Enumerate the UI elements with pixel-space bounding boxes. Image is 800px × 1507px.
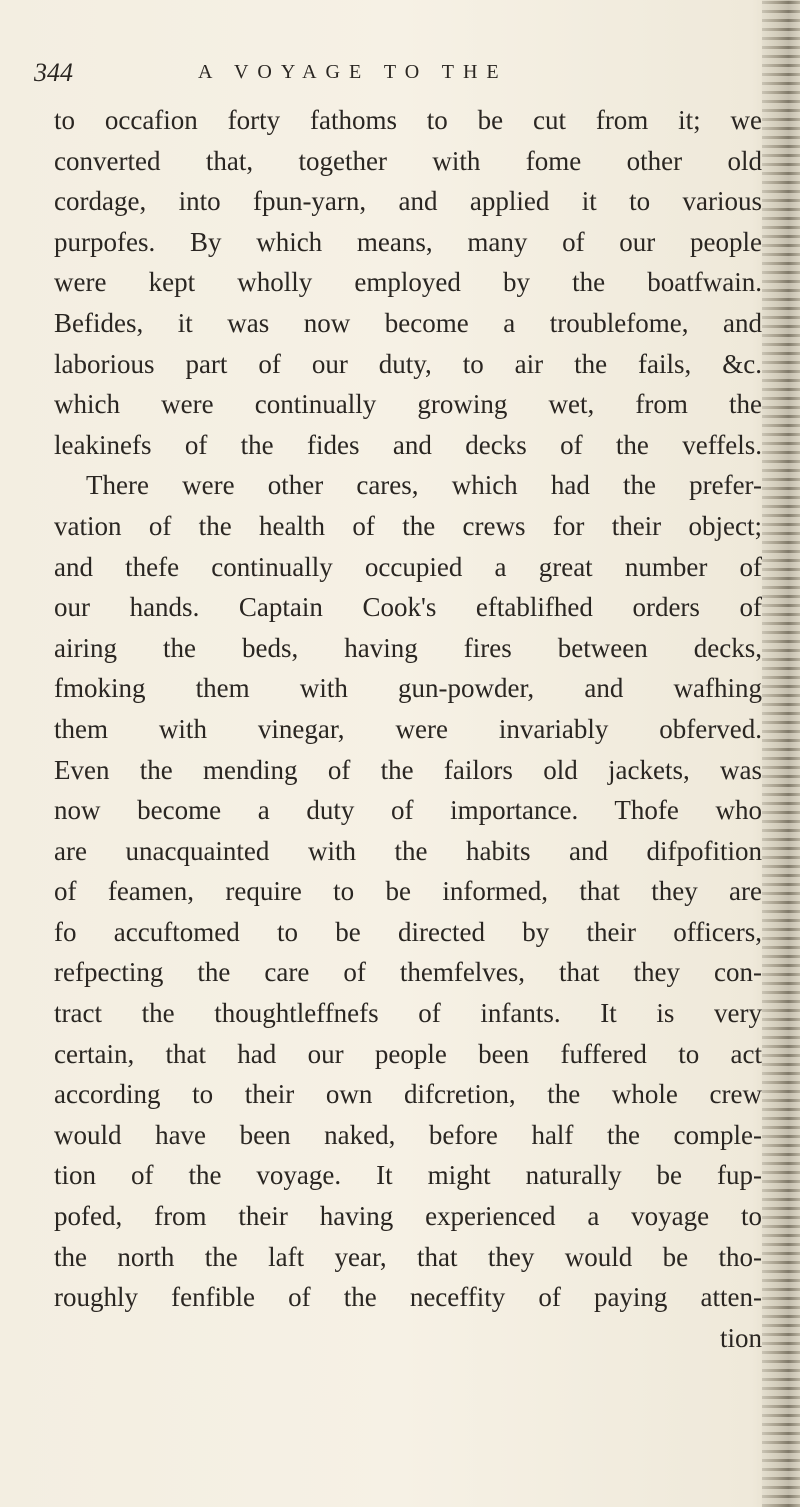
text-line: to occafion forty fathoms to be cut from it; we bbox=[54, 105, 762, 135]
page-header bbox=[34, 58, 754, 92]
text-line: our hands. Captain Cook's eftablifhed orders of bbox=[54, 592, 762, 623]
text-line: Befides, it was now become a troublefome, and bbox=[54, 307, 762, 338]
text-line: now become a duty of importance. Thofe who bbox=[54, 795, 762, 826]
text-line: laborious part of our duty, to air the fails, &c. bbox=[54, 348, 762, 379]
text-line: and thefe continually occupied a great number of bbox=[54, 551, 762, 582]
text-line: tion of the voyage. It might naturally be fup- bbox=[54, 1160, 762, 1191]
text-line: converted that, together with fome other old bbox=[54, 145, 762, 176]
text-line: pofed, from their having experienced a voyage to bbox=[54, 1201, 762, 1232]
text-line: which were continually growing wet, from the bbox=[54, 389, 762, 420]
text-line: were kept wholly employed by the boatfwain. bbox=[54, 267, 762, 298]
text-line: them with vinegar, were invariably obferved. bbox=[54, 713, 762, 744]
text-line: airing the beds, having fires between decks, bbox=[54, 632, 762, 663]
text-line-paragraph-start: There were other cares, which had the prefer- bbox=[86, 470, 762, 501]
text-line: the north the laft year, that they would be tho- bbox=[54, 1241, 762, 1272]
text-line: vation of the health of the crews for their object; bbox=[54, 510, 762, 541]
text-line: would have been naked, before half the comple- bbox=[54, 1119, 762, 1150]
text-line: tract the thoughtleffnefs of infants. It is very bbox=[54, 998, 762, 1029]
text-line: leakinefs of the fides and decks of the veffels. bbox=[54, 429, 762, 460]
text-line: Even the mending of the failors old jackets, was bbox=[54, 754, 762, 785]
body-text bbox=[54, 100, 762, 1358]
text-line: certain, that had our people been fuffered to act bbox=[54, 1038, 762, 1069]
page-number: 344 bbox=[34, 58, 73, 87]
text-line: refpecting the care of themfelves, that they con- bbox=[54, 957, 762, 988]
running-head: A VOYAGE TO THE bbox=[198, 61, 508, 83]
catchword: tion bbox=[719, 1322, 762, 1353]
page-edge bbox=[762, 0, 800, 1507]
text-line: according to their own difcretion, the whole crew bbox=[54, 1079, 762, 1110]
text-line: fmoking them with gun-powder, and wafhing bbox=[54, 673, 762, 704]
text-line: purpofes. By which means, many of our people bbox=[54, 226, 762, 257]
text-line: are unacquainted with the habits and difpofition bbox=[54, 835, 762, 866]
text-line: roughly fenfible of the neceffity of paying atten- bbox=[54, 1282, 762, 1313]
text-line: cordage, into fpun-yarn, and applied it to various bbox=[54, 186, 762, 217]
text-line: of feamen, require to be informed, that they are bbox=[54, 876, 762, 907]
text-line: fo accuftomed to be directed by their officers, bbox=[54, 916, 762, 947]
